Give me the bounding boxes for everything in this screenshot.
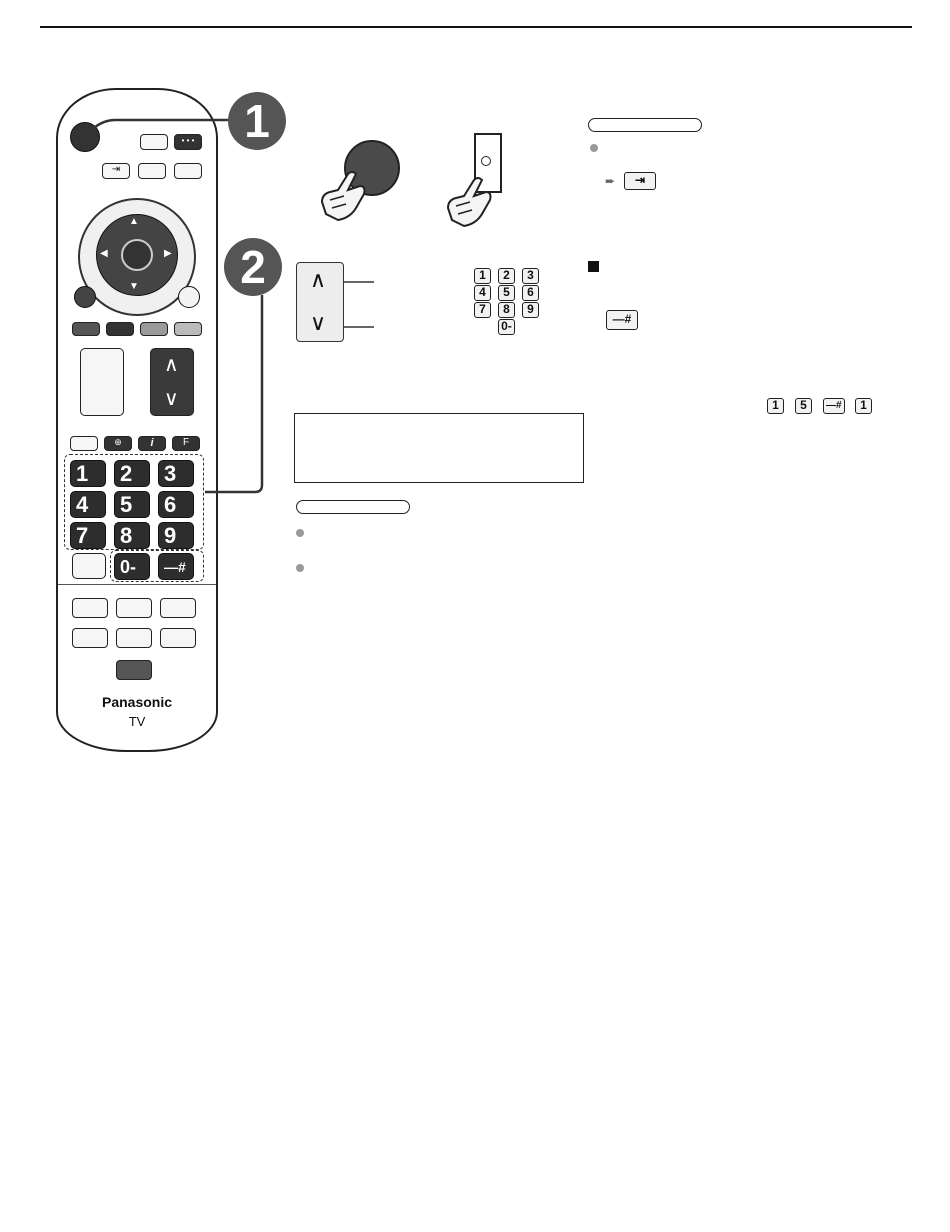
example-key-5: 5 [795, 398, 812, 414]
mini-key-1: 1 [474, 268, 491, 284]
step-1-marker: 1 [228, 92, 286, 150]
play-button[interactable] [116, 598, 152, 618]
num-key-2[interactable]: 2 [114, 460, 150, 487]
example-key-1b: 1 [855, 398, 872, 414]
f-button[interactable]: F [172, 436, 200, 451]
option-button[interactable]: • • • [174, 134, 202, 150]
num-key-0[interactable]: 0- [114, 553, 150, 580]
example-key-hash: —# [823, 398, 845, 414]
channel-up-arrow: ∧ [310, 267, 327, 292]
brand-logo: Panasonic [101, 694, 173, 710]
stop-button[interactable] [116, 660, 152, 680]
num-key-6[interactable]: 6 [158, 491, 194, 518]
mini-key-2: 2 [498, 268, 515, 284]
arrow-right-icon-note: ➨ [605, 174, 616, 188]
mini-key-6: 6 [522, 285, 539, 301]
hand-pointer-icon [318, 164, 374, 224]
num-key-4[interactable]: 4 [70, 491, 106, 518]
arrow-up-icon: ▲ [129, 216, 139, 227]
skip-forward-button[interactable] [160, 628, 196, 648]
switch-indicator [481, 156, 491, 166]
channel-down-arrow: ∨ [310, 310, 327, 335]
mini-key-9: 9 [522, 302, 539, 318]
note-bullet-2 [296, 564, 304, 572]
num-key-7[interactable]: 7 [70, 522, 106, 549]
note-pill-step2 [296, 500, 410, 514]
num-key-9[interactable]: 9 [158, 522, 194, 549]
arrow-right-icon: ▶ [164, 248, 172, 259]
num-key-1[interactable]: 1 [70, 460, 106, 487]
channel-up-label: ∧ [164, 354, 179, 376]
num-key-8[interactable]: 8 [114, 522, 150, 549]
hash-key[interactable]: —# [158, 553, 194, 580]
mini-key-7: 7 [474, 302, 491, 318]
hand-pointer-icon-2 [444, 170, 500, 230]
arrow-down-icon: ▼ [129, 281, 139, 292]
channel-down-label: ∨ [164, 388, 179, 410]
pause-button[interactable] [116, 628, 152, 648]
mini-key-0: 0- [498, 319, 515, 335]
input-key-illustration: ⇥ [624, 172, 656, 190]
fast-forward-button[interactable] [160, 598, 196, 618]
num-key-3[interactable]: 3 [158, 460, 194, 487]
rewind-button[interactable] [72, 598, 108, 618]
mini-key-3: 3 [522, 268, 539, 284]
note-bullet-1 [296, 529, 304, 537]
mini-key-8: 8 [498, 302, 515, 318]
info-box [294, 413, 584, 483]
hash-key-illustration: —# [606, 310, 638, 330]
mini-key-5: 5 [498, 285, 515, 301]
tv-label: TV [128, 714, 146, 729]
mini-key-4: 4 [474, 285, 491, 301]
guide-button[interactable]: ⊕ [104, 436, 132, 451]
info-button[interactable]: i [138, 436, 166, 451]
note-pill-step1 [588, 118, 702, 132]
step-2-marker: 2 [224, 238, 282, 296]
input-button[interactable]: ⇥ [102, 163, 130, 179]
skip-back-button[interactable] [72, 628, 108, 648]
section-square-icon [588, 261, 599, 272]
arrow-left-icon: ◀ [100, 248, 108, 259]
example-key-1: 1 [767, 398, 784, 414]
num-key-5[interactable]: 5 [114, 491, 150, 518]
note-bullet-3 [590, 144, 598, 152]
